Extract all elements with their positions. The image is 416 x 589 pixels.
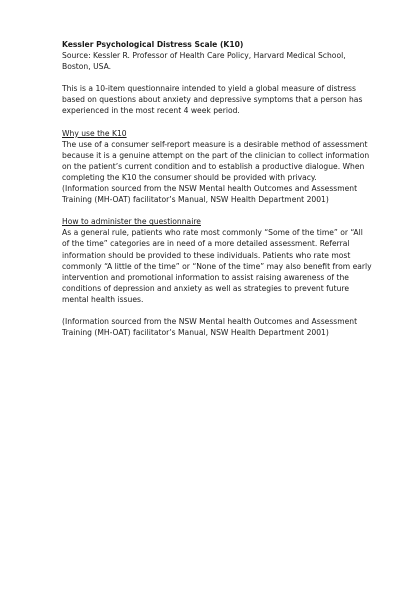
spacer	[62, 305, 372, 316]
spacer	[62, 117, 372, 128]
intro-paragraph: This is a 10-item questionnaire intended to yield a global measure of distress based on questions about anxiety and depressive symptoms that a person has experienced in the most recent 4 week period.	[62, 84, 363, 116]
section-note-why: (Information sourced from the NSW Mental health Outcomes and Assessment Training (MH-OAT) facilitator’s Manual, NSW Health Department 2001)	[62, 184, 358, 205]
section-note-how: (Information sourced from the NSW Mental health Outcomes and Assessment Training (MH-OAT) facilitator’s Manual, NSW Health Department 2001)	[62, 316, 358, 338]
spacer	[62, 205, 372, 216]
section-heading-how: How to administer the questionnaire	[62, 217, 201, 227]
section-heading-why: Why use the K10	[62, 128, 127, 138]
spacer	[62, 72, 372, 83]
document-page	[62, 39, 372, 338]
section-body-how: As a general rule, patients who rate most commonly “Some of the time” or “All of the time” categories are in need of a more detailed assessment. Referral information should be provided to these individuals. Patients who rate most commonly “A little of the time” or “None of the time” may also benefit from early intervention and promotional information to assist raising awareness of the conditions of depression and anxiety as well as strategies to prevent future mental health issues.	[62, 228, 372, 304]
source-line: Source: Kessler R. Professor of Health Care Policy, Harvard Medical School, Boston, USA.	[62, 51, 346, 72]
document-title: Kessler Psychological Distress Scale (K10)	[62, 40, 244, 49]
section-body-why: The use of a consumer self-report measure is a desirable method of assessment because it is a genuine attempt on the part of the clinician to collect information on the patient’s current condition and to establish a productive dialogue. When completing the K10 the consumer should be provided with privacy.	[62, 139, 370, 182]
